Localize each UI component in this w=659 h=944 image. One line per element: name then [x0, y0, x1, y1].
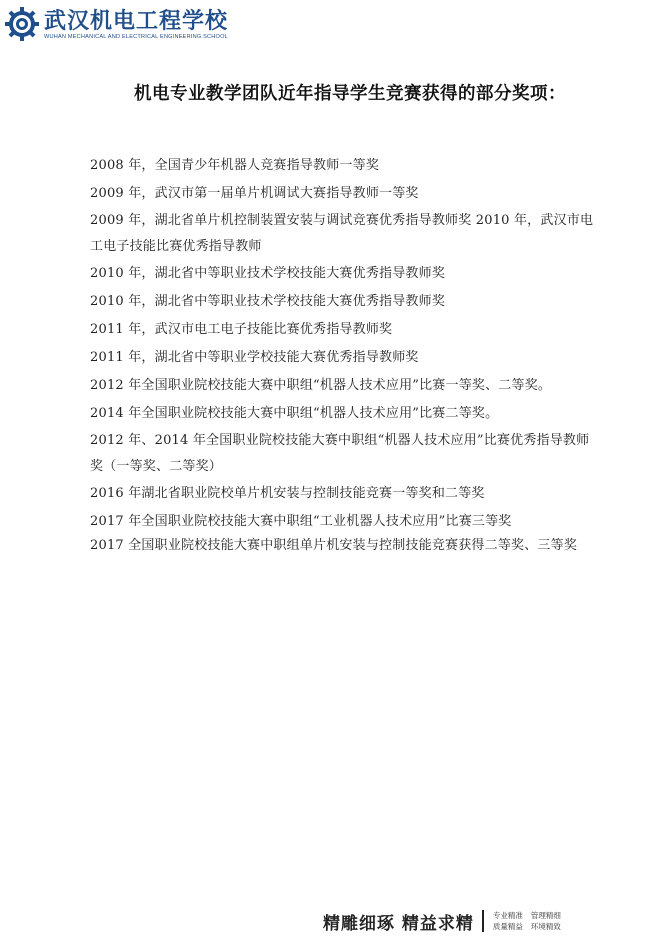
award-item: 2017 年全国职业院校技能大赛中职组“工业机器人技术应用”比赛三等奖: [90, 514, 512, 529]
award-item: 2010 年，湖北省中等职业技术学校技能大赛优秀指导教师奖: [90, 266, 446, 281]
footer-slogan: 精雕细琢 精益求精: [323, 913, 474, 934]
page-title: 机电专业教学团队近年指导学生竞赛获得的部分奖项：: [134, 84, 566, 104]
award-item: 2010 年，湖北省中等职业技术学校技能大赛优秀指导教师奖: [90, 294, 446, 309]
award-item: 2014 年全国职业院校技能大赛中职组“机器人技术应用”比赛二等奖。: [90, 406, 499, 421]
footer: [323, 905, 561, 937]
award-item: 2009 年，湖北省单片机控制装置安装与调试竞赛优秀指导教师奖 2010 年，武汉市电工电子技能比赛优秀指导教师: [90, 213, 594, 254]
school-name-block: [44, 9, 228, 40]
school-name-en: WUHAN MECHANICAL AND ELECTRICAL ENGINEERING SCHOOL: [44, 33, 228, 40]
gear-logo-icon: [4, 6, 40, 42]
award-item: 2008 年，全国青少年机器人竞赛指导教师一等奖: [90, 158, 380, 173]
footer-tag: 质量精益: [492, 922, 523, 931]
award-item: 2012 年全国职业院校技能大赛中职组“机器人技术应用”比赛一等奖、二等奖。: [90, 378, 552, 393]
award-item: 2016 年湖北省职业院校单片机安装与控制技能竞赛一等奖和二等奖: [90, 486, 485, 501]
awards-list: [90, 152, 595, 556]
school-header: [4, 6, 228, 42]
footer-tag: 环境精致: [530, 922, 561, 931]
award-item: 2011 年，武汉市电工电子技能比赛优秀指导教师奖: [90, 322, 393, 337]
footer-tag: 管理精细: [530, 911, 561, 920]
award-item: 2011 年，湖北省中等职业学校技能大赛优秀指导教师奖: [90, 350, 419, 365]
footer-divider: [482, 910, 484, 932]
footer-tags: [493, 910, 561, 932]
footer-tag: 专业精准: [492, 911, 523, 920]
school-name-cn: 武汉机电工程学校: [44, 7, 229, 34]
award-item: 2009 年，武汉市第一届单片机调试大赛指导教师一等奖: [90, 186, 419, 201]
award-item: 2017 全国职业院校技能大赛中职组单片机安装与控制技能竞赛获得二等奖、三等奖: [90, 538, 578, 553]
award-item: 2012 年、2014 年全国职业院校技能大赛中职组“机器人技术应用”比赛优秀指导教师奖（一等奖、二等奖）: [90, 433, 590, 474]
